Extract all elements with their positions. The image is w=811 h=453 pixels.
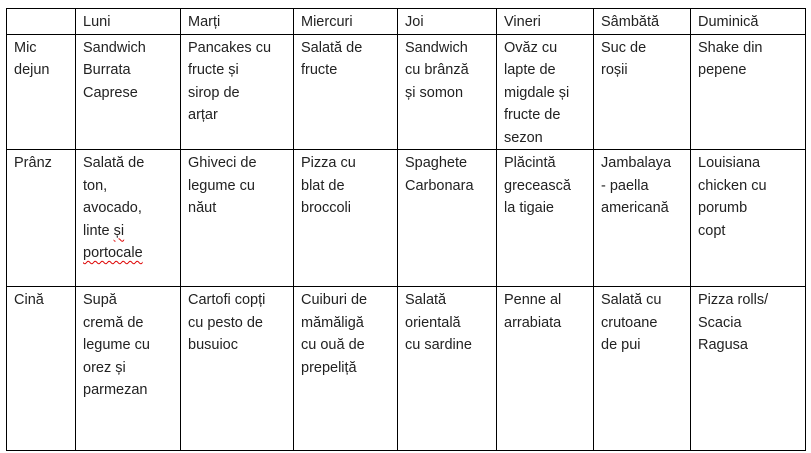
day-header[interactable] <box>497 9 594 35</box>
cell-text-line: Salată de <box>301 39 363 56</box>
cell-text-line: porumb <box>698 200 748 216</box>
meal-cell[interactable] <box>691 34 806 150</box>
cell-text-line: linte și <box>83 222 125 239</box>
cell-text-line: cu ouă de <box>301 337 365 353</box>
cell-text-line: Pancakes cu <box>188 39 272 56</box>
meal-cell[interactable] <box>398 34 497 150</box>
day-label: Miercuri <box>301 14 353 30</box>
meal-cell[interactable] <box>294 34 398 150</box>
cell-text-line: broccoli <box>301 200 351 216</box>
meal-cell[interactable] <box>691 287 806 451</box>
day-label: Vineri <box>504 14 541 30</box>
cell-text-line: parmezan <box>83 382 148 398</box>
cell-text-line: Pizza cu <box>301 155 356 171</box>
meal-label-cell[interactable] <box>7 34 76 150</box>
day-header[interactable] <box>594 9 691 35</box>
cell-text-line: Sandwich <box>83 39 146 56</box>
cell-text-line: de pui <box>601 337 641 353</box>
cell-text-line: năut <box>188 200 217 216</box>
meal-label-cell[interactable] <box>7 150 76 287</box>
cell-text-line: fructe <box>301 62 338 78</box>
cell-text-line: fructe și <box>188 62 239 78</box>
cell-text-line: arțar <box>188 107 218 123</box>
table-row <box>7 287 806 451</box>
table-row <box>7 150 806 287</box>
cell-text-line: copt <box>698 222 726 239</box>
day-label: Duminică <box>698 14 759 30</box>
cell-text-line: fructe de <box>504 107 561 123</box>
cell-text-line: Louisiana <box>698 155 761 171</box>
cell-text-line: Pizza rolls/ <box>698 292 769 308</box>
day-header[interactable] <box>398 9 497 35</box>
header-row <box>7 9 806 35</box>
meal-cell[interactable] <box>691 150 806 287</box>
cell-text-line: Spaghete <box>405 155 468 171</box>
cell-text-line: Suc de <box>601 39 647 56</box>
cell-text-line: chicken cu <box>698 177 767 194</box>
cell-text-line: dejun <box>14 62 50 78</box>
cell-text-line: Shake din <box>698 39 763 56</box>
cell-text-line: legume cu <box>83 337 150 353</box>
cell-text-line <box>83 242 180 265</box>
meal-cell[interactable] <box>497 150 594 287</box>
cell-text-line: crutoane <box>601 314 658 331</box>
cell-text-line: lapte de <box>504 62 556 78</box>
day-header[interactable] <box>76 9 181 35</box>
day-label: Marți <box>188 14 221 30</box>
cell-text-line: mămăligă <box>301 314 364 331</box>
meal-cell[interactable] <box>497 287 594 451</box>
cell-text-line: arrabiata <box>504 314 562 331</box>
cell-text-line: Ovăz cu <box>504 39 558 56</box>
meal-cell[interactable] <box>181 34 294 150</box>
meal-cell[interactable] <box>76 34 181 150</box>
cell-text-line: Burrata <box>83 62 131 78</box>
cell-text-line: americană <box>601 200 669 216</box>
cell-text-line: ton, <box>83 177 108 194</box>
meal-cell[interactable] <box>594 287 691 451</box>
cell-text-line: cu sardine <box>405 337 472 353</box>
cell-text-line: legume cu <box>188 177 255 194</box>
cell-text-line: cu brânză <box>405 62 469 78</box>
table-row <box>7 34 806 150</box>
meal-cell[interactable] <box>181 150 294 287</box>
day-header[interactable] <box>181 9 294 35</box>
meal-cell[interactable] <box>181 287 294 451</box>
cell-text-line: sirop de <box>188 84 240 101</box>
day-label: Luni <box>83 14 111 30</box>
meal-cell[interactable] <box>76 150 181 287</box>
cell-text-line: Cartofi copți <box>188 292 266 308</box>
cell-text-line: Jambalaya <box>601 155 672 171</box>
spellcheck-underline: și <box>113 222 125 239</box>
meal-label-cell[interactable] <box>7 287 76 451</box>
cell-text-line: Ragusa <box>698 337 748 353</box>
cell-text-line: Penne al <box>504 292 562 308</box>
meal-cell[interactable] <box>76 287 181 451</box>
meal-cell[interactable] <box>294 150 398 287</box>
cell-text-line: blat de <box>301 177 345 194</box>
meal-cell[interactable] <box>594 150 691 287</box>
cell-text-line: Prânz <box>14 155 52 171</box>
cell-text-line: pepene <box>698 62 747 78</box>
corner-cell[interactable] <box>7 9 76 35</box>
cell-text-line: Salată de <box>83 155 145 171</box>
cell-text-line: Supă <box>83 292 117 308</box>
cell-text-line: roșii <box>601 62 628 78</box>
cell-text-line: Scacia <box>698 314 742 331</box>
cell-text-line: Caprese <box>83 84 138 101</box>
cell-text-line: - paella <box>601 177 649 194</box>
cell-text-line: cu pesto de <box>188 314 263 331</box>
day-header[interactable] <box>294 9 398 35</box>
cell-text-line: Carbonara <box>405 177 474 194</box>
cell-text-line: Sandwich <box>405 39 468 56</box>
cell-text-line: Cină <box>14 292 44 308</box>
cell-text-line: Plăcintă <box>504 155 556 171</box>
meal-plan-table <box>6 8 806 451</box>
cell-text-line: sezon <box>504 129 543 146</box>
cell-text-line: Ghiveci de <box>188 155 257 171</box>
meal-cell[interactable] <box>294 287 398 451</box>
meal-cell[interactable] <box>398 287 497 451</box>
cell-text-line: Salată <box>405 292 447 308</box>
spellcheck-underline: portocale <box>83 245 143 261</box>
cell-text-line: cremă de <box>83 314 144 331</box>
cell-text-line: Cuiburi de <box>301 292 368 308</box>
meal-cell[interactable] <box>594 34 691 150</box>
cell-text-line: orientală <box>405 314 461 331</box>
cell-text-line: migdale și <box>504 84 570 101</box>
day-label: Joi <box>405 14 424 30</box>
cell-text-line: și somon <box>405 84 464 101</box>
cell-text-line: Salată cu <box>601 292 662 308</box>
day-header[interactable] <box>691 9 806 35</box>
cell-text-line: orez și <box>83 359 126 376</box>
cell-text-line: Mic <box>14 39 37 56</box>
day-label: Sâmbătă <box>601 14 660 30</box>
cell-text-line: la tigaie <box>504 200 554 216</box>
cell-text-line: grecească <box>504 177 571 194</box>
meal-cell[interactable] <box>398 150 497 287</box>
cell-text-line: avocado, <box>83 200 142 216</box>
meal-cell[interactable] <box>497 34 594 150</box>
cell-text-line: prepeliță <box>301 359 357 376</box>
cell-text-line: busuioc <box>188 337 238 353</box>
